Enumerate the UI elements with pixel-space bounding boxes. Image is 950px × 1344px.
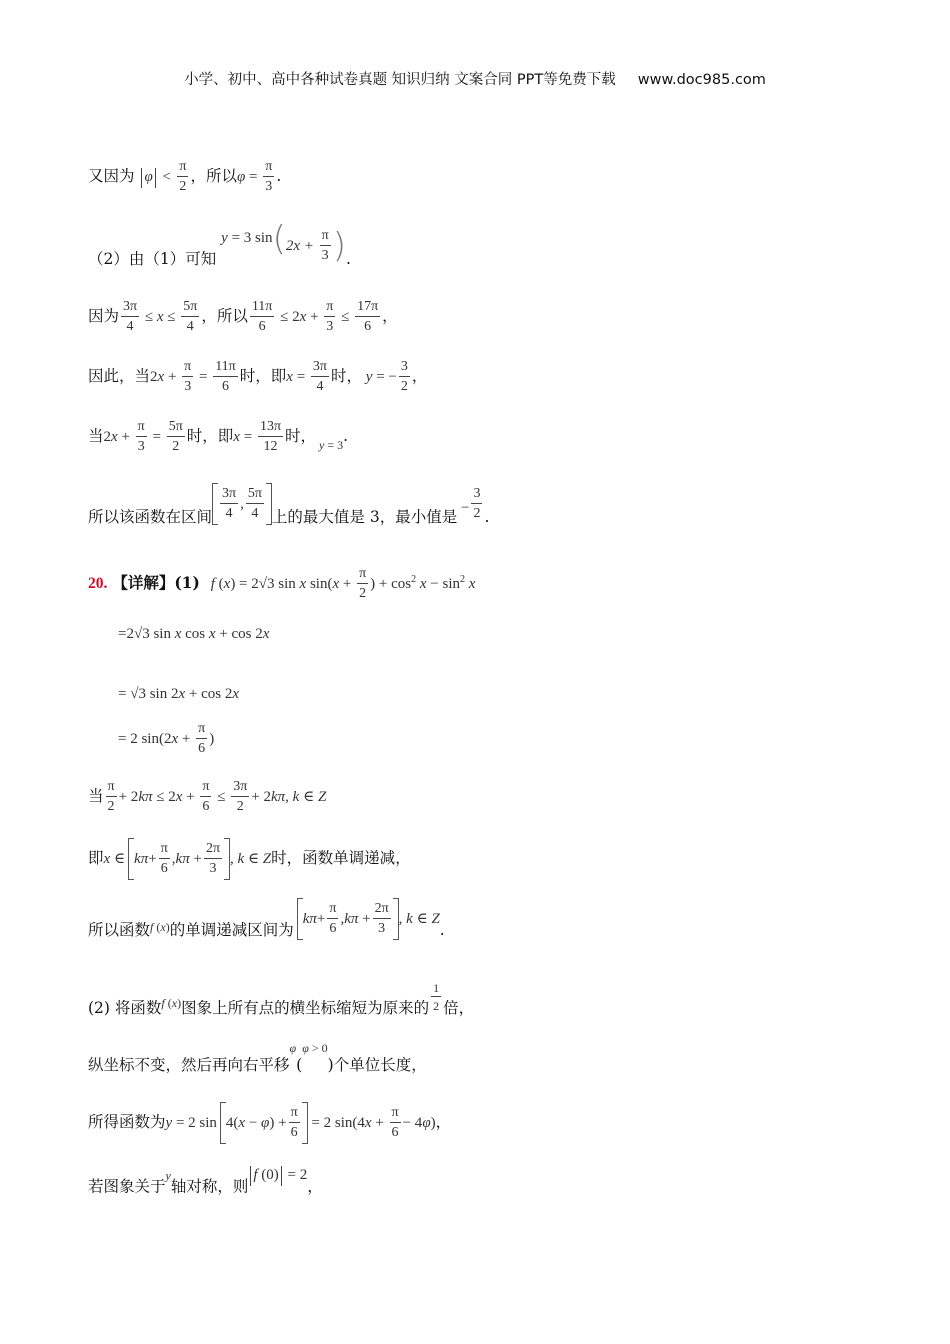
- text: (: [296, 1056, 303, 1074]
- line-14: (2) 将函数$_{f (x)}$图象上所有点的横坐标缩短为原来的 $\frac{1}{2}$ 倍，: [88, 981, 475, 1017]
- part-label: (1): [174, 573, 200, 592]
- line-11: 当 $\frac{\pi}{2}$ + 2kπ ≤ 2x + $\frac{\pi}{6}$ ≤ $\frac{3\pi}{2}$ + 2kπ, k ∈ Z: [88, 779, 327, 814]
- text: .: [345, 250, 351, 268]
- page-header: [0, 68, 950, 89]
- text: .: [276, 167, 282, 185]
- text: 时，: [331, 367, 363, 385]
- text: ，: [411, 367, 428, 385]
- q20-line-1: 20. 【详解】(1) f (x) = 2√3 sin x sin(x + $\frac{\pi}{2}$ ) + $\cos^2 x - \sin^2 x$: [88, 566, 476, 601]
- line-15: 纵坐标不变，然后再向右平移φ(φ > 0)个单位长度，: [88, 1041, 427, 1074]
- derivation-2: = √3 sin 2x + cos 2x: [118, 686, 240, 702]
- text: 时，函数单调递减，: [271, 849, 411, 867]
- text: ，所以: [190, 167, 237, 185]
- text: 即: [88, 849, 104, 867]
- line-5: 当2x + $\frac{\pi}{3}$ = $\frac{5\pi}{2}$ 时，即x = $\frac{13\pi}{12}$ 时， $_{y = 3}$.: [88, 419, 349, 454]
- question-number: 20.: [88, 575, 108, 592]
- text: 倍，: [443, 999, 475, 1017]
- line-6: 所以该函数在区间 $\frac{3\pi}{4}$ , $\frac{5\pi}{4}$ 上的最大值是 3，最小值是 − $\frac{3}{2}$ .: [88, 483, 489, 526]
- text: )个单位长度，: [327, 1056, 427, 1074]
- text: ，: [435, 1113, 452, 1131]
- derivation-3: = 2 sin(2x + $\frac{\pi}{6}$ ): [118, 721, 215, 756]
- line-17: 若图象关于y轴对称，则f (0) = 2，: [88, 1167, 323, 1196]
- text: .: [484, 508, 490, 526]
- line-12: 即x ∈ kπ+ $\frac{\pi}{6}$ ,kπ + $\frac{2\pi}{3}$ , k ∈ Z时，函数单调递减，: [88, 838, 411, 880]
- text: .: [439, 921, 445, 939]
- text: 当: [88, 427, 104, 445]
- text: 若图象关于: [88, 1177, 166, 1196]
- line-4: 因此，当2x + $\frac{\pi}{3}$ = $\frac{11\pi}{6}$ 时，即x = $\frac{3\pi}{4}$ 时， y = − $\frac{3}{2}$ ，: [88, 359, 428, 394]
- text: 当: [88, 787, 104, 805]
- header-url[interactable]: www.doc985.com: [637, 72, 766, 88]
- text: 时，即: [239, 367, 287, 385]
- text: 时，: [285, 427, 317, 445]
- text: 时，即: [186, 427, 234, 445]
- line-1: 又因为 φ < $\frac{\pi}{2}$ ，所以φ = $\frac{\pi}{3}$ .: [88, 159, 282, 194]
- text: 因为: [88, 307, 120, 325]
- text: 纵坐标不变，然后再向右平移: [88, 1056, 290, 1074]
- line-13: 所以函数$_{f (x)}$的单调递减区间为kπ+ $\frac{\pi}{6}$ ,kπ + $\frac{2\pi}{3}$ , k ∈ Z.: [88, 898, 445, 940]
- text: ，所以: [201, 307, 248, 325]
- text: （2）由（1）可知: [88, 250, 217, 268]
- text: 轴对称，则: [170, 1177, 249, 1196]
- line-3: 因为 $\frac{3\pi}{4}$ ≤ x ≤ $\frac{5\pi}{4}$ ，所以 $\frac{11\pi}{6}$ ≤ 2x + $\frac{\pi}{3}$ ≤ $\frac{17\pi}{6}$ ，: [88, 299, 398, 334]
- text: 图象上所有点的横坐标缩短为原来的: [181, 999, 430, 1017]
- text: .: [343, 427, 349, 445]
- text: 所得函数为: [88, 1113, 166, 1131]
- text: 所以函数: [88, 921, 151, 939]
- derivation-1: =2√3 sin x cos x + cos 2x: [118, 626, 270, 642]
- text: 又因为: [88, 167, 135, 185]
- text: 上的最大值是 3，最小值是: [271, 508, 458, 526]
- text: ，: [382, 307, 398, 325]
- line-2: （2）由（1）可知 y = 3 sin(2x + $\frac{\pi}{3}$ ).: [88, 219, 351, 268]
- header-text: 小学、初中、高中各种试卷真题 知识归纳 文案合同 PPT等免费下载: [184, 72, 616, 88]
- text: 的单调递减区间为: [169, 921, 294, 939]
- text: ，: [307, 1177, 323, 1196]
- line-16: 所得函数为y = 2 sin 4(x − φ) + $\frac{\pi}{6}$ = 2 sin(4x + $\frac{\pi}{6}$ − 4φ)，: [88, 1102, 451, 1144]
- text: (2) 将函数: [88, 999, 162, 1017]
- detail-tag: 【详解】: [112, 573, 175, 592]
- text: 所以该函数在区间: [88, 508, 213, 526]
- text: 因此，当: [88, 367, 151, 385]
